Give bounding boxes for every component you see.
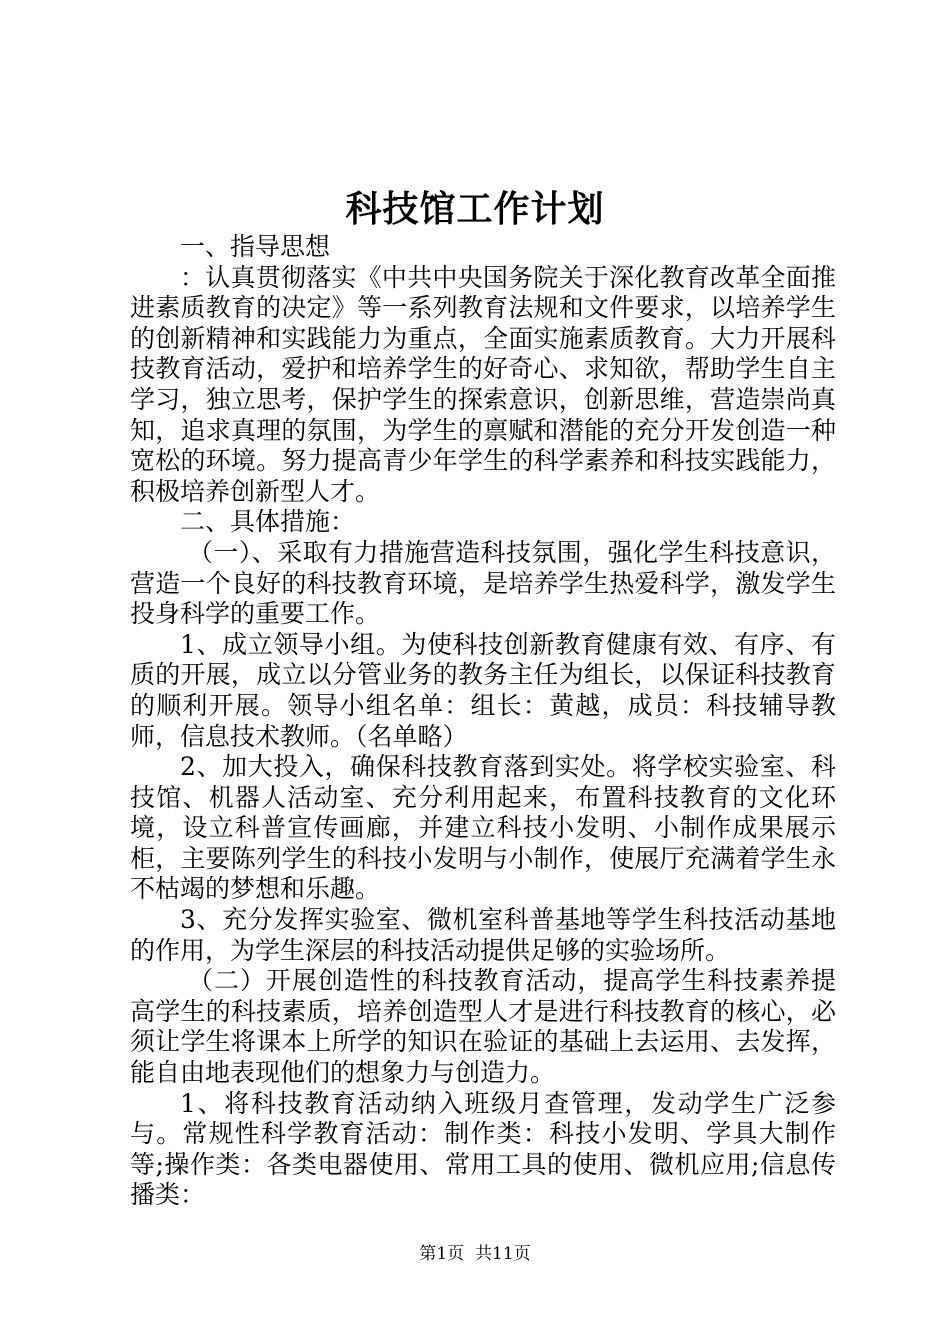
page-footer (0, 1243, 950, 1265)
page-number: 第1页 (419, 1244, 465, 1264)
paragraph-item-2-investment: 2、加大投入，确保科技教育落到实处。将学校实验室、科技馆、机器人活动室、充分利用起来，布置科技教育的文化环境，设立科普宣传画廊，并建立科技小发明、小制作成果展示柜，主要陈列学生的科技小发明与小制作，使展厅充满着学生永不枯竭的梦想和乐趣。 (130, 752, 836, 904)
document-title: 科技馆工作计划 (345, 188, 605, 230)
section-heading-guiding-ideology: 一、指导思想 (180, 232, 331, 261)
paragraph-guiding-ideology: ：认真贯彻落实《中共中央国务院关于深化教育改革全面推进素质教育的决定》等一系列教育法规和文件要求，以培养学生的创新精神和实践能力为重点，全面实施素质教育。大力开展科技教育活动，爱护和培养学生的好奇心、求知欲，帮助学生自主学习，独立思考，保护学生的探索意识，创新思维，营造崇尚真知，追求真理的氛围，为学生的禀赋和潜能的充分开发创造一种宽松的环境。努力提高青少年学生的科学素养和科技实践能力，积极培养创新型人才。 (130, 262, 836, 506)
paragraph-measure-one: （一）、采取有力措施营造科技氛围，强化学生科技意识，营造一个良好的科技教育环境，是培养学生热爱科学，激发学生投身科学的重要工作。 (130, 537, 836, 629)
paragraph-item-3-labs: 3、充分发挥实验室、微机室科普基地等学生科技活动基地的作用，为学生深层的科技活动提供足够的实验场所。 (130, 905, 836, 965)
section-heading-specific-measures: 二、具体措施： (180, 507, 356, 537)
paragraph-measure-two: （二）开展创造性的科技教育活动，提高学生科技素养提高学生的科技素质，培养创造型人才是进行科技教育的核心，必须让学生将课本上所学的知识在验证的基础上去运用、去发挥，能自由地表现他们的想象力与创造力。 (130, 966, 836, 1088)
paragraph-item-1-leadership-group: 1、成立领导小组。为使科技创新教育健康有效、有序、有质的开展，成立以分管业务的教务主任为组长，以保证科技教育的顺利开展。领导小组名单：组长：黄越，成员：科技辅导教师，信息技术教师。（名单略） (130, 629, 836, 751)
page-total: 共11页 (475, 1244, 531, 1264)
paragraph-item-1-monthly-check: 1、将科技教育活动纳入班级月查管理，发动学生广泛参与。常规性科学教育活动：制作类：科技小发明、学具大制作等;操作类：各类电器使用、常用工具的使用、微机应用;信息传播类： (130, 1088, 836, 1210)
document-body (130, 232, 836, 1211)
